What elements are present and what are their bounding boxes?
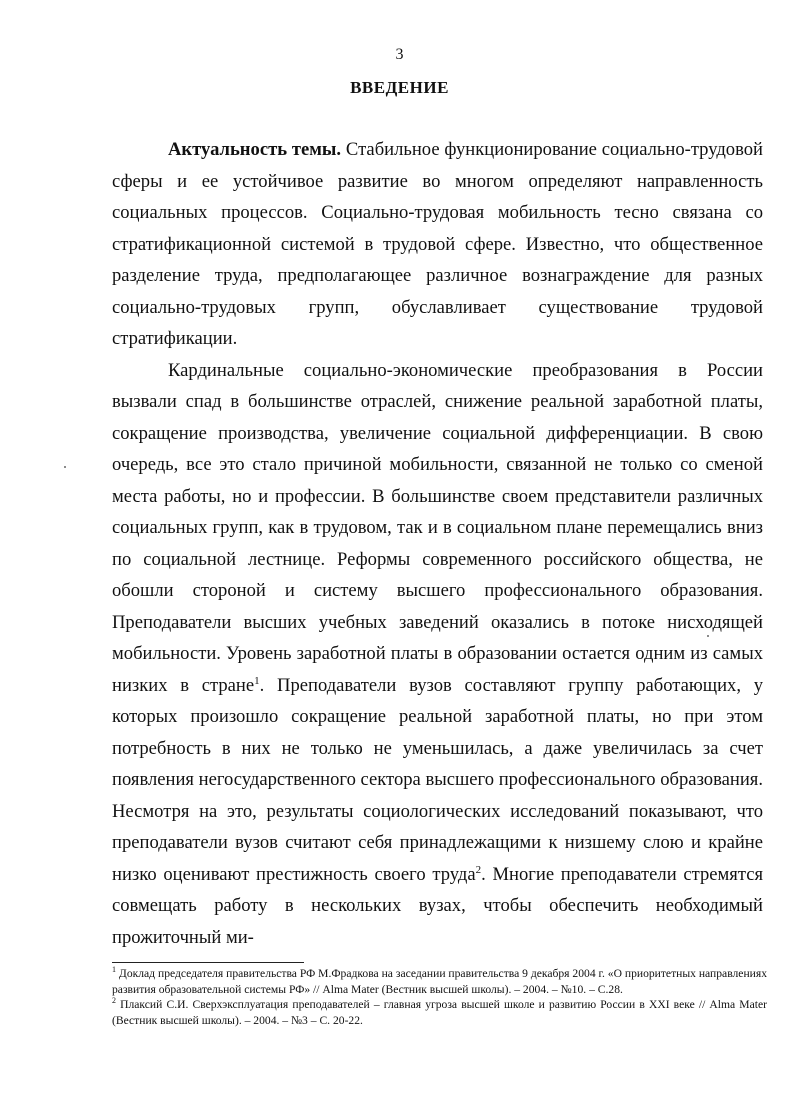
footnotes [112, 966, 767, 1028]
paragraph-text-c: . Многие преподаватели стремятся совмещать работу в нескольких вузах, чтобы обеспечить необходимый прожиточный ми- [112, 863, 763, 948]
footnote-text-2: Плаксий С.И. Сверхэксплуатация преподавателей – главная угроза высшей школе и развитию России в XXI веке // Alma Mater (Вестник высшей школы). – 2004. – №3 – С. 20-22. [112, 998, 767, 1027]
body-text [112, 134, 763, 953]
relevance-text: Стабильное функционирование социально-трудовой сферы и ее устойчивое развитие во многом определяют направленность социальных процессов. Социально-трудовая мобильность тесно связана со стратификационной системой в трудовой сфере. Известно, что общественное разделение труда, предполагающее различное вознаграждение для разных социально-трудовых групп, обуславливает существование трудовой стратификации. [112, 139, 763, 349]
footnote-1 [112, 966, 767, 997]
page-number: 3 [395, 46, 404, 63]
paragraph-transformations [112, 355, 763, 954]
footnote-mark-1: 1 [112, 965, 116, 975]
footnote-2 [112, 997, 767, 1028]
scan-speck [707, 635, 709, 637]
paragraph-text-a: Кардинальные социально-экономические преобразования в России вызвали спад в большинстве отраслей, снижение реальной заработной платы, сокращение производства, увеличение социальной дифференциации. В свою очередь, все это стало причиной мобильности, связанной не только со сменой места работы, но и профессии. В большинстве своем представители различных социальных групп, как в трудовом, так и в социальном плане перемещались вниз по социальной лестнице. Реформы современного российского общества, не обошли стороной и систему высшего профессионального образования. Преподаватели высших учебных заведений оказались в потоке нисходящей мобильности. Уровень заработной платы в образовании остается одним из самых низких в стране [112, 359, 763, 696]
relevance-lead: Актуальность темы. [168, 139, 342, 160]
paragraph-text-b: . Преподаватели вузов составляют группу работающих, у которых произошло сокращение реальной заработной платы, но при этом потребность в них не только не уменьшилась, а даже увеличилась за счет появления негосударственного сектора высшего профессионального образования. Несмотря на это, результаты социологических исследований показывают, что преподаватели вузов считают себя принадлежащими к низшему слою и крайне низко оценивают престижность своего труда [112, 674, 764, 885]
footnote-ref-2[interactable]: 2 [475, 863, 482, 876]
footnote-mark-2: 2 [112, 996, 116, 1006]
footnote-text-1: Доклад председателя правительства РФ М.Фрадкова на заседании правительства 9 декабря 2004 г. «О приоритетных направлениях развития образовательной системы РФ» // Alma Mater (Вестник высшей школы). – 2004. – №10. – С.28. [112, 967, 767, 996]
section-heading: ВВЕДЕНИЕ [350, 78, 449, 97]
footnote-divider [112, 962, 304, 963]
footnote-ref-1[interactable]: 1 [254, 674, 260, 687]
scan-speck [64, 466, 66, 468]
paragraph-relevance [112, 134, 763, 355]
